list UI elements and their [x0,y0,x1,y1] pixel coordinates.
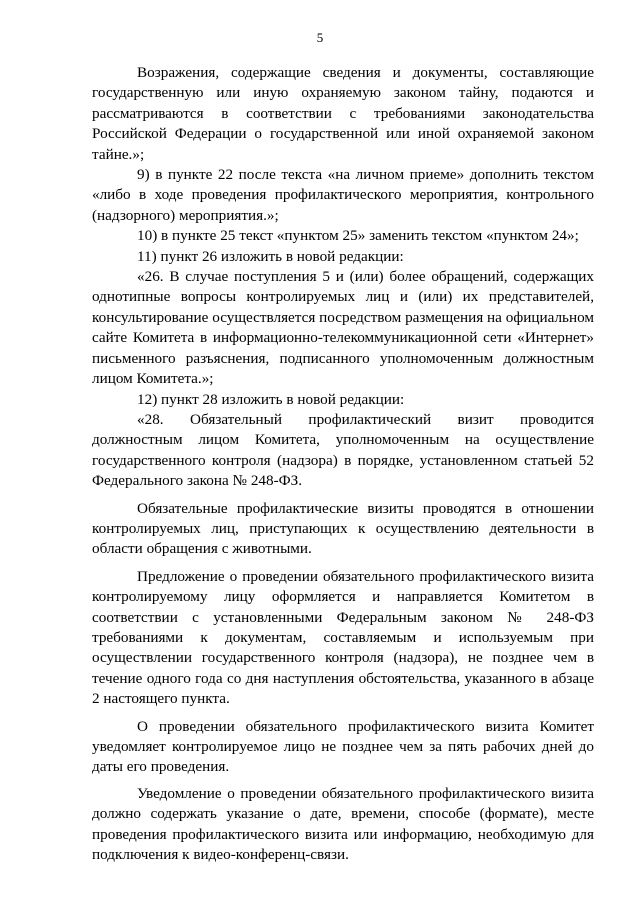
paragraph-item-10: 10) в пункте 25 текст «пунктом 25» заменить текстом «пунктом 24»; [137,227,579,245]
paragraph-mandatory-visits: Обязательные профилактические визиты проводятся в отношении контролируемых лиц, приступающих к осуществлению деятельности в области обращения с животными. [92,499,594,558]
paragraph-item-11: 11) пункт 26 изложить в новой редакции: [137,247,404,265]
paragraph-clause-26: «26. В случае поступления 5 и (или) более обращений, содержащих однотипные вопросы контролируемых лиц и (или) их представителей, консультирование осуществляется посредством размещения на официальном сайте Комитета в информационно-телекоммуникационной сети «Интернет» письменного разъяснения, подписанного уполномоченным должностным лицом Комитета.»; [92,268,594,388]
paragraph-visit-notification-timing: О проведении обязательного профилактического визита Комитет уведомляет контролируемое лицо не позднее чем за пять рабочих дней до даты его проведения. [92,717,594,776]
page-number: 5 [316,30,324,45]
paragraph-clause-28: «28. Обязательный профилактический визит проводится должностным лицом Комитета, уполномоченным на осуществление государственного контроля (надзора) в порядке, установленном статьей 52 Федерального закона № 248-ФЗ. [92,410,594,490]
document-body [92,63,594,865]
paragraph-visit-proposal: Предложение о проведении обязательного профилактического визита контролируемому лицу оформляется и направляется Комитетом в соответствии с установленными Федеральным законом № 248-ФЗ требованиями к документам, составляемым и используемым при осуществлении государственного контроля (надзора), не позднее чем в течение одного года со дня наступления обстоятельства, указанного в абзаце 2 настоящего пункта. [92,567,594,708]
paragraph-visit-notification-content: Уведомление о проведении обязательного профилактического визита должно содержать указание о дате, времени, способе (формате), месте проведения профилактического визита или информацию, необходимую для подключения к видео-конференц-связи. [92,784,594,864]
paragraph-item-9: 9) в пункте 22 после текста «на личном приеме» дополнить текстом «либо в ходе проведения профилактического мероприятия, контрольного (надзорного) мероприятия.»; [92,166,594,224]
paragraph-item-12: 12) пункт 28 изложить в новой редакции: [137,390,405,408]
paragraph-objections: Возражения, содержащие сведения и документы, составляющие государственную или иную охраняемую законом тайну, подаются и рассматриваются в соответствии с требованиями законодательства Российской Федерации о государственной или иной охраняемой законом тайне.»; [92,64,594,163]
